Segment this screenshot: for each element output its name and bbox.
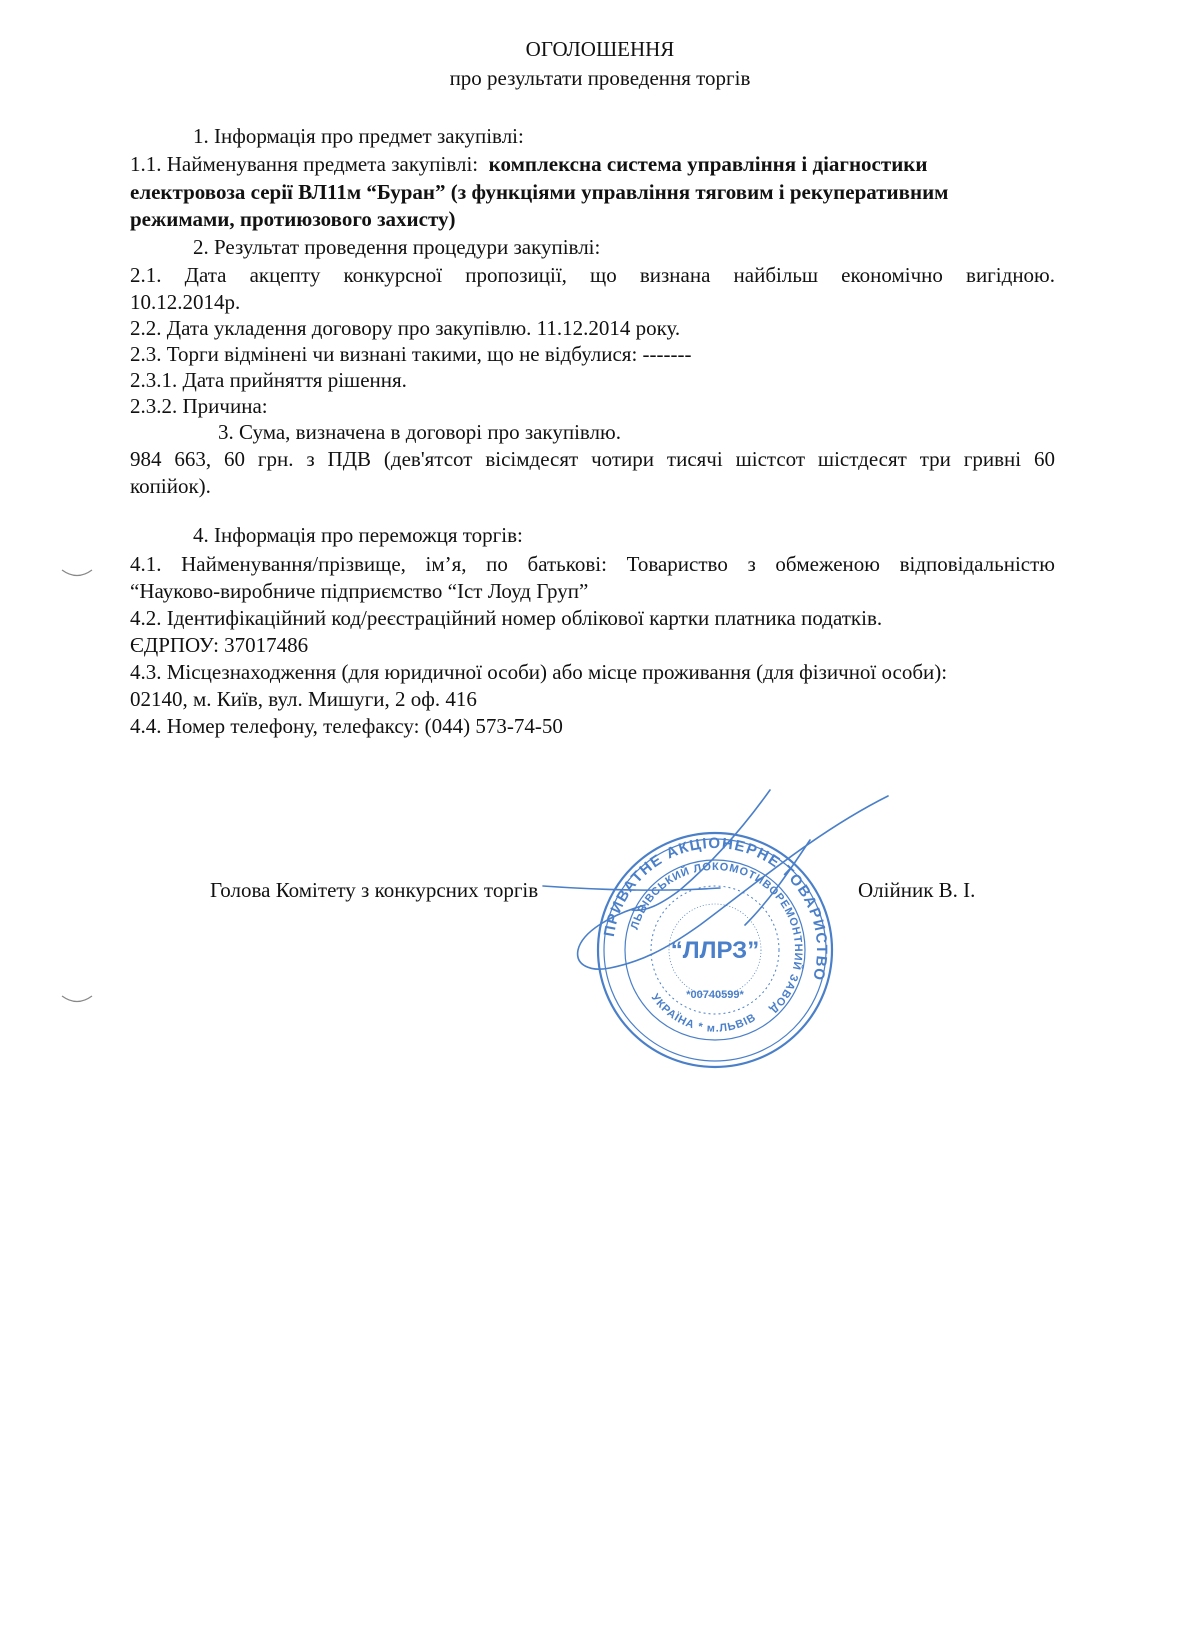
item-1-1-value-line1: комплексна система управління і діагностики	[488, 152, 928, 176]
seal-center-text: “ЛЛРЗ”	[670, 937, 760, 964]
seal-outer-text: ПРИВАТНЕ АКЦІОНЕРНЕ ТОВАРИСТВО	[600, 834, 831, 984]
seal-code-text: *00740599*	[686, 989, 744, 1001]
document-title: ОГОЛОШЕННЯ	[525, 37, 675, 61]
item-4-3-value: 02140, м. Київ, вул. Мишуги, 2 оф. 416	[130, 687, 477, 711]
section-4-heading: 4. Інформація про переможця торгів:	[193, 523, 523, 547]
item-2-2: 2.2. Дата укладення договору про закупівлю. 11.12.2014 року.	[130, 316, 681, 340]
signatory-name: Олійник В. І.	[858, 878, 976, 902]
section-3-heading: 3. Сума, визначена в договорі про закупівлю.	[218, 420, 621, 444]
item-2-1-line1: 2.1. Дата акцепту конкурсної пропозиції, що визнана найбільш економічно вигідною.	[130, 263, 1055, 287]
punch-hole-mark	[60, 993, 94, 1007]
item-4-1-line1: 4.1. Найменування/прізвище, ім’я, по батькові: Товариство з обмеженою відповідальністю	[130, 552, 1055, 576]
item-4-1-line2: “Науково-виробниче підприємство “Іст Лоуд Груп”	[130, 579, 589, 603]
item-4-4: 4.4. Номер телефону, телефаксу: (044) 573-74-50	[130, 714, 563, 738]
section-1-heading: 1. Інформація про предмет закупівлі:	[193, 124, 524, 148]
item-1-1-value-line3: режимами, протиюзового захисту)	[130, 207, 456, 231]
document-subtitle: про результати проведення торгів	[449, 66, 751, 90]
item-2-1-line2: 10.12.2014р.	[130, 290, 241, 314]
section-2-heading: 2. Результат проведення процедури закупівлі:	[193, 235, 601, 259]
item-1-1-value-line2: електровоза серії ВЛ11м “Буран” (з функціями управління тяговим і рекуперативним	[130, 180, 949, 204]
company-seal	[595, 830, 835, 1070]
item-1-1-label: 1.1. Найменування предмета закупівлі:	[130, 152, 479, 176]
item-4-2: 4.2. Ідентифікаційний код/реєстраційний номер облікової картки платника податків.	[130, 606, 883, 630]
amount-line2: копійок).	[130, 474, 211, 498]
amount-line1: 984 663, 60 грн. з ПДВ (дев'ятсот вісімдесят чотири тисячі шістсот шістдесят три гривні 60	[130, 447, 1055, 471]
signatory-position: Голова Комітету з конкурсних торгів	[210, 878, 539, 902]
item-4-2-value: ЄДРПОУ: 37017486	[130, 633, 309, 657]
seal-bottom-text: УКРАЇНА * м.ЛЬВІВ	[648, 991, 759, 1035]
seal-inner-text: ЛЬВІВСЬКИЙ ЛОКОМОТИВОРЕМОНТНИЙ ЗАВОД	[628, 860, 805, 1016]
item-2-3-2: 2.3.2. Причина:	[130, 394, 268, 418]
item-2-3-1: 2.3.1. Дата прийняття рішення.	[130, 368, 407, 392]
punch-hole-mark	[60, 567, 94, 581]
item-2-3: 2.3. Торги відмінені чи визнані такими, що не відбулися: -------	[130, 342, 692, 366]
item-4-3: 4.3. Місцезнаходження (для юридичної особи) або місце проживання (для фізичної особи):	[130, 660, 948, 684]
